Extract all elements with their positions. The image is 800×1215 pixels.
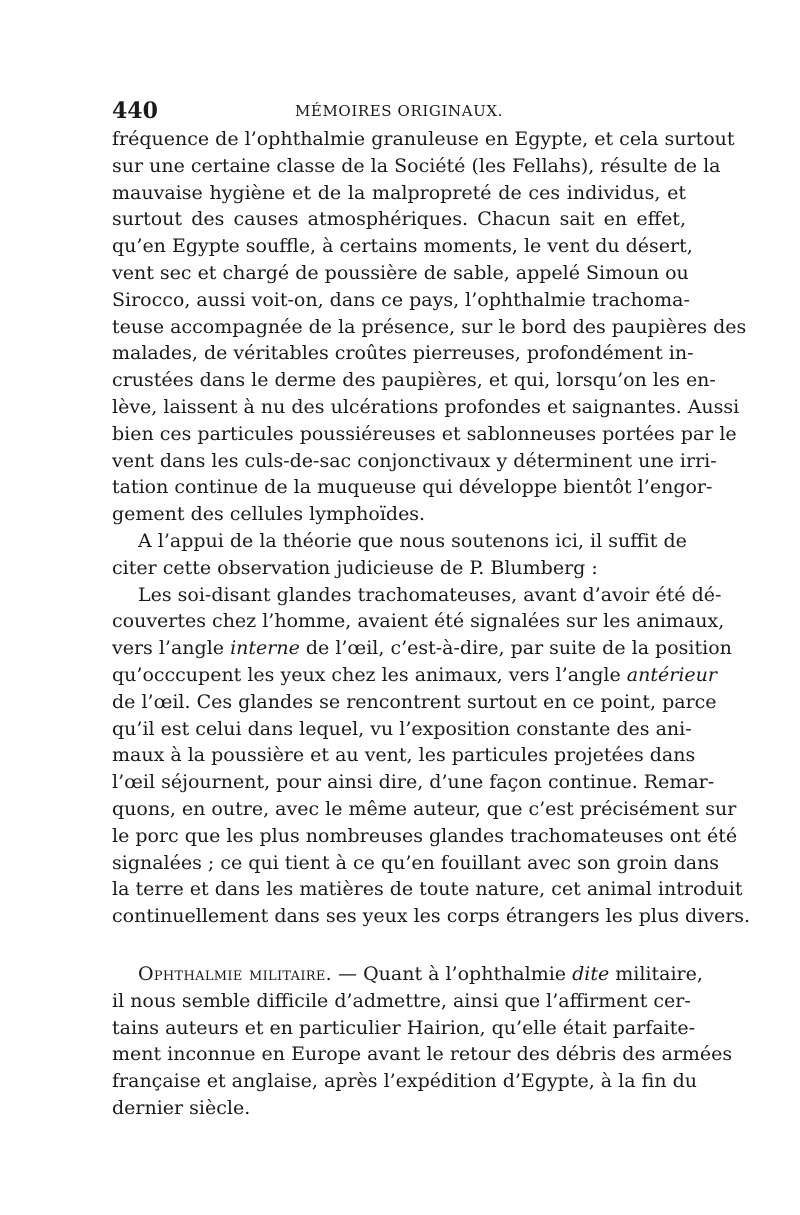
paragraph-4 — [112, 961, 733, 1122]
text-line: malades, de véritables croûtes pierreuses, profondément in- — [112, 342, 694, 365]
text-segment: qu’occcupent les yeux chez les animaux, vers l’angle — [112, 663, 627, 686]
text-line: dernier siècle. — [112, 1096, 251, 1119]
italic-term: antérieur — [626, 663, 717, 686]
text-line: Les soi-disant glandes trachomateuses, avant d’avoir été dé- — [138, 583, 722, 606]
text-segment: vers l’angle — [112, 637, 231, 660]
text-line: mauvaise hygiène et de la malpropreté de ces individus, et — [112, 181, 686, 204]
text-line: teuse accompagnée de la présence, sur le bord des paupières des — [112, 315, 747, 338]
text-line: la terre et dans les matières de toute nature, cet animal introduit — [112, 878, 743, 901]
text-segment: de l’œil, c’est-à-dire, par suite de la position — [299, 637, 732, 660]
text-line: le porc que les plus nombreuses glandes trachomateuses ont été — [112, 824, 738, 847]
text-line: il nous semble difficile d’admettre, ainsi que l’affirment cer- — [112, 989, 691, 1012]
body-text — [112, 126, 751, 1122]
paragraph-3 — [112, 582, 751, 930]
text-line: vent dans les culs-de-sac conjonctivaux y déterminent une irri- — [112, 449, 717, 472]
text-segment: — Quant à l’ophthalmie — [331, 962, 573, 985]
text-line: sur une certaine classe de la Société (les Fellahs), résulte de la — [112, 154, 721, 177]
text-line: couvertes chez l’homme, avaient été signalées sur les animaux, — [112, 610, 725, 633]
page-number: 440 — [112, 98, 158, 124]
text-line: qu’en Egypte souffle, à certains moments, le vent du désert, — [112, 235, 693, 258]
text-line: surtout des causes atmosphériques. Chacun sait en effet, — [112, 208, 686, 231]
page-header — [112, 96, 686, 126]
text-line: fréquence de l’ophthalmie granuleuse en Egypte, et cela surtout — [112, 128, 735, 150]
italic-term: interne — [230, 637, 300, 660]
paragraph-2 — [112, 528, 686, 582]
text-line: quons, en outre, avec le même auteur, que c’est précisément sur — [112, 797, 737, 820]
italic-term: dite — [572, 962, 610, 985]
text-line — [112, 961, 703, 988]
text-line: l’œil séjournent, pour ainsi dire, d’une façon continue. Remar- — [112, 771, 715, 794]
text-line: signalées ; ce qui tient à ce qu’en fouillant avec son groin dans — [112, 851, 720, 874]
text-line: A l’appui de la théorie que nous soutenons ici, il suffit de — [138, 529, 687, 552]
section-heading: Ophthalmie militaire. — [138, 962, 332, 985]
text-line: française et anglaise, après l’expédition d’Egypte, à la fin du — [112, 1070, 697, 1093]
text-line: Sirocco, aussi voit-on, dans ce pays, l’ophthalmie trachoma- — [112, 288, 690, 311]
text-line: continuellement dans ses yeux les corps étrangers les plus divers. — [112, 905, 751, 928]
text-line: ment inconnue en Europe avant le retour des débris des armées — [112, 1043, 733, 1066]
text-line: crustées dans le derme des paupières, et qui, lorsqu’on les en- — [112, 369, 716, 392]
running-title: MÉMOIRES ORIGINAUX. — [294, 102, 504, 120]
text-line: bien ces particules poussiéreuses et sablonneuses portées par le — [112, 422, 737, 445]
text-line — [112, 662, 717, 689]
text-line: citer cette observation judicieuse de P. Blumberg : — [112, 556, 598, 579]
text-line: qu’il est celui dans lequel, vu l’exposition constante des ani- — [112, 717, 692, 740]
text-line: tation continue de la muqueuse qui développe bientôt l’engor- — [112, 476, 713, 499]
paragraph-1 — [112, 126, 747, 528]
text-line: tains auteurs et en particulier Hairion, qu’elle était parfaite- — [112, 1016, 696, 1039]
paragraph-spacer — [112, 930, 686, 961]
text-line: vent sec et chargé de poussière de sable, appelé Simoun ou — [112, 261, 689, 284]
text-line: de l’œil. Ces glandes se rencontrent surtout en ce point, parce — [112, 690, 717, 713]
text-line: maux à la poussière et au vent, les particules projetées dans — [112, 744, 696, 767]
text-line: lève, laissent à nu des ulcérations profondes et saignantes. Aussi — [112, 395, 740, 418]
text-line — [112, 635, 732, 662]
text-segment: militaire, — [609, 962, 703, 985]
text-line: gement des cellules lymphoïdes. — [112, 503, 426, 526]
